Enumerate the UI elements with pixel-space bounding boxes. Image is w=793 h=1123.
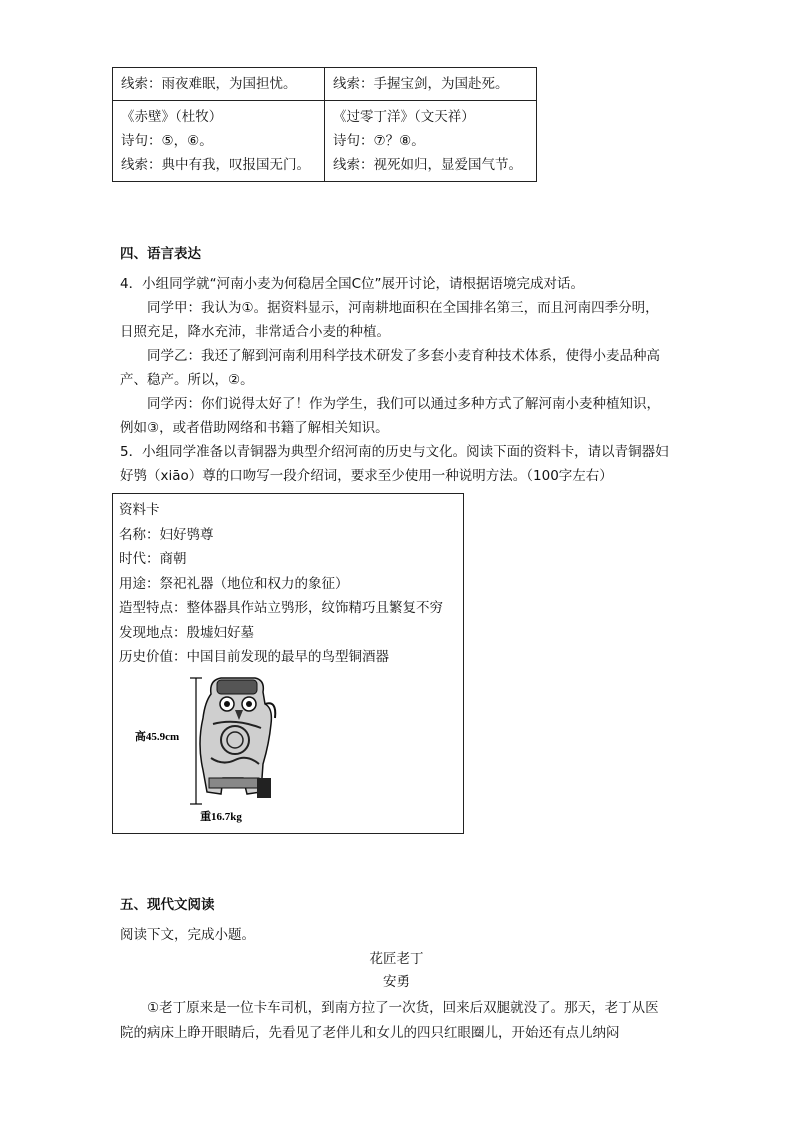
story-body <box>120 996 670 1046</box>
card-value: 历史价值：中国目前发现的最早的鸟型铜酒器 <box>119 649 389 665</box>
story-paragraph-1: ①老丁原来是一位卡车司机，到南方拉了一次货，回来后双腿就没了。那天，老丁从医院的病床上睁开眼睛后，先看见了老伴儿和女儿的四只红眼圈儿，开始还有点儿纳闷 <box>120 1000 659 1041</box>
clue-text: 线索：雨夜难眠，为国担忧。 <box>121 76 297 92</box>
verse-blank: 诗句：⑦？⑧。 <box>333 133 425 149</box>
poem-title: 《赤壁》（杜牧） <box>121 109 223 125</box>
card-era: 时代：商朝 <box>119 551 187 567</box>
card-name: 名称：妇好鸮尊 <box>119 526 214 543</box>
question-5-prompt: 5．小组同学准备以青铜器为典型介绍河南的历史与文化。阅读下面的资料卡，请以青铜器妇好鸮（xiāo）尊的口吻写一段介绍词，要求至少使用一种说明方法。（100字左右） <box>120 444 669 484</box>
card-features: 造型特点：整体器具作站立鸮形，纹饰精巧且繁复不穷 <box>119 600 443 616</box>
card-use: 用途：祭祀礼器（地位和权力的象征） <box>119 575 349 592</box>
info-card <box>112 493 464 834</box>
table-cell <box>113 101 325 182</box>
poetry-clue-table <box>112 67 537 182</box>
clue-text: 线索：视死如归，显爱国气节。 <box>333 157 522 173</box>
table-cell <box>113 68 325 101</box>
weight-label: 重16.7kg <box>200 811 242 823</box>
dialogue-student-c: 同学丙：你们说得太好了！作为学生，我们可以通过多种方式了解河南小麦种植知识，例如③，或者借助网络和书籍了解相关知识。 <box>120 396 660 436</box>
table-cell <box>325 101 537 182</box>
story-author: 安勇 <box>383 974 410 990</box>
table-row <box>113 68 537 101</box>
section-heading-reading: 五、现代文阅读 <box>120 897 215 913</box>
owl-body <box>200 678 275 798</box>
card-title: 资料卡 <box>119 502 160 518</box>
table-row <box>113 101 537 182</box>
reading-instruction: 阅读下文，完成小题。 <box>120 927 255 943</box>
question-4-prompt: 4．小组同学就“河南小麦为何稳居全国C位”展开讨论，请根据语境完成对话。 <box>120 276 585 292</box>
story-title: 花匠老丁 <box>369 951 424 967</box>
clue-text: 线索：典中有我，叹报国无门。 <box>121 157 310 173</box>
card-found: 发现地点：殷墟妇好墓 <box>119 624 254 641</box>
verse-blank: 诗句：⑤，⑥。 <box>121 133 213 149</box>
section-heading-language: 四、语言表达 <box>120 246 201 262</box>
dialogue-student-a: 同学甲：我认为①。据资料显示，河南耕地面积在全国排名第三，而且河南四季分明，日照充足，降水充沛，非常适合小麦的种植。 <box>120 300 659 340</box>
question-4 <box>120 272 670 488</box>
owl-zun-illustration <box>123 674 283 824</box>
dialogue-student-b: 同学乙：我还了解到河南利用科学技术研发了多套小麦育种技术体系，使得小麦品种高产、稳产。所以，②。 <box>120 348 660 388</box>
clue-text: 线索：手握宝剑，为国赴死。 <box>333 76 509 92</box>
poem-title: 《过零丁洋》（文天祥） <box>333 109 475 125</box>
table-cell <box>325 68 537 101</box>
height-label: 高45.9cm <box>134 731 180 743</box>
owl-zun-drawing <box>123 674 283 824</box>
